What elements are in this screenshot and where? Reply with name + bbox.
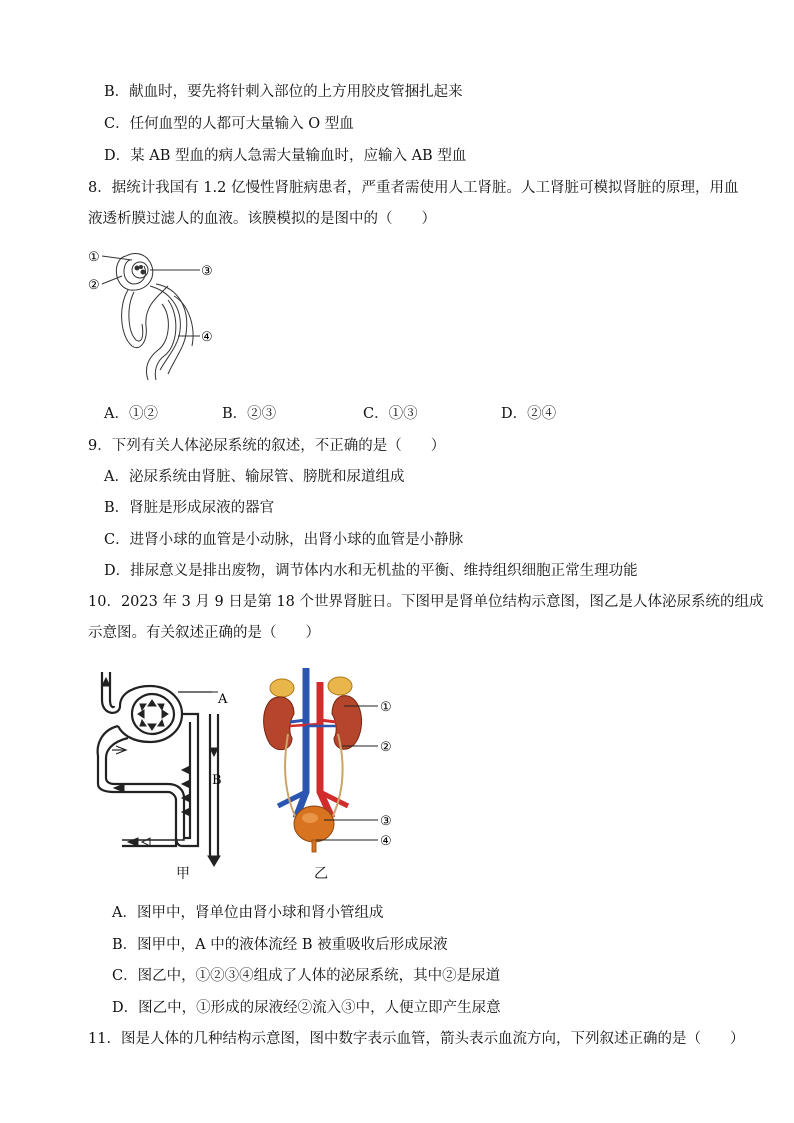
q8-label-1: ①	[88, 250, 100, 265]
q8-label-3: ③	[201, 264, 213, 279]
fig-jia-caption: 甲	[176, 866, 190, 882]
q8-label-2: ②	[88, 278, 100, 293]
q10-stem-line2: 示意图。有关叙述正确的是（ ）	[88, 625, 320, 641]
q8-label-4: ④	[201, 330, 213, 345]
q8-nephron-figure	[88, 246, 228, 382]
q10-option-d: D．图乙中，①形成的尿液经②流入③中，人便立即产生尿意	[112, 1000, 501, 1016]
fig-yi-caption: 乙	[314, 866, 328, 882]
q8-option-b: B．②③	[222, 406, 277, 422]
fig-jia-label-a: A	[218, 692, 228, 707]
q9-option-b: B．肾脏是形成尿液的器官	[104, 500, 275, 516]
q7-option-b: B．献血时，要先将针刺入部位的上方用胶皮管捆扎起来	[104, 84, 463, 100]
q8-option-a: A．①②	[104, 406, 158, 422]
q11-stem: 11．图是人体的几种结构示意图，图中数字表示血管，箭头表示血流方向，下列叙述正确的是（ ）	[88, 1031, 745, 1047]
fig-yi-label-4: ④	[380, 834, 392, 849]
q8-stem-line2: 液透析膜过滤人的血液。该膜模拟的是图中的（ ）	[88, 211, 436, 227]
fig-yi-label-2: ②	[380, 740, 392, 755]
q9-option-c: C．进肾小球的血管是小动脉，出肾小球的血管是小静脉	[104, 532, 464, 548]
q10-stem-line1: 10．2023 年 3 月 9 日是第 18 个世界肾脏日。下图甲是肾单位结构示意图，图乙是人体泌尿系统的组成	[88, 594, 764, 610]
q8-option-c: C．①③	[363, 406, 418, 422]
q8-option-d: D．②④	[501, 406, 557, 422]
q10-option-c: C．图乙中，①②③④组成了人体的泌尿系统，其中②是尿道	[112, 968, 501, 984]
q10-figure-yi	[258, 668, 408, 864]
q7-option-c: C．任何血型的人都可大量输入 O 型血	[104, 116, 354, 132]
q10-figure-jia	[92, 660, 242, 882]
fig-yi-label-1: ①	[380, 700, 392, 715]
fig-jia-label-b: B	[212, 773, 222, 788]
fig-yi-label-3: ③	[380, 814, 392, 829]
q10-option-b: B．图甲中，A 中的液体流经 B 被重吸收后形成尿液	[112, 937, 448, 953]
q9-option-a: A．泌尿系统由肾脏、输尿管、膀胱和尿道组成	[104, 469, 405, 485]
q10-option-a: A．图甲中，肾单位由肾小球和肾小管组成	[112, 905, 384, 921]
q9-stem: 9．下列有关人体泌尿系统的叙述，不正确的是（ ）	[88, 438, 446, 454]
q8-stem-line1: 8．据统计我国有 1.2 亿慢性肾脏病患者，严重者需使用人工肾脏。人工肾脏可模拟肾脏的原理，用血	[88, 180, 739, 196]
q9-option-d: D．排尿意义是排出废物，调节体内水和无机盐的平衡、维持组织细胞正常生理功能	[104, 563, 638, 579]
q7-option-d: D．某 AB 型血的病人急需大量输血时，应输入 AB 型血	[104, 148, 467, 164]
